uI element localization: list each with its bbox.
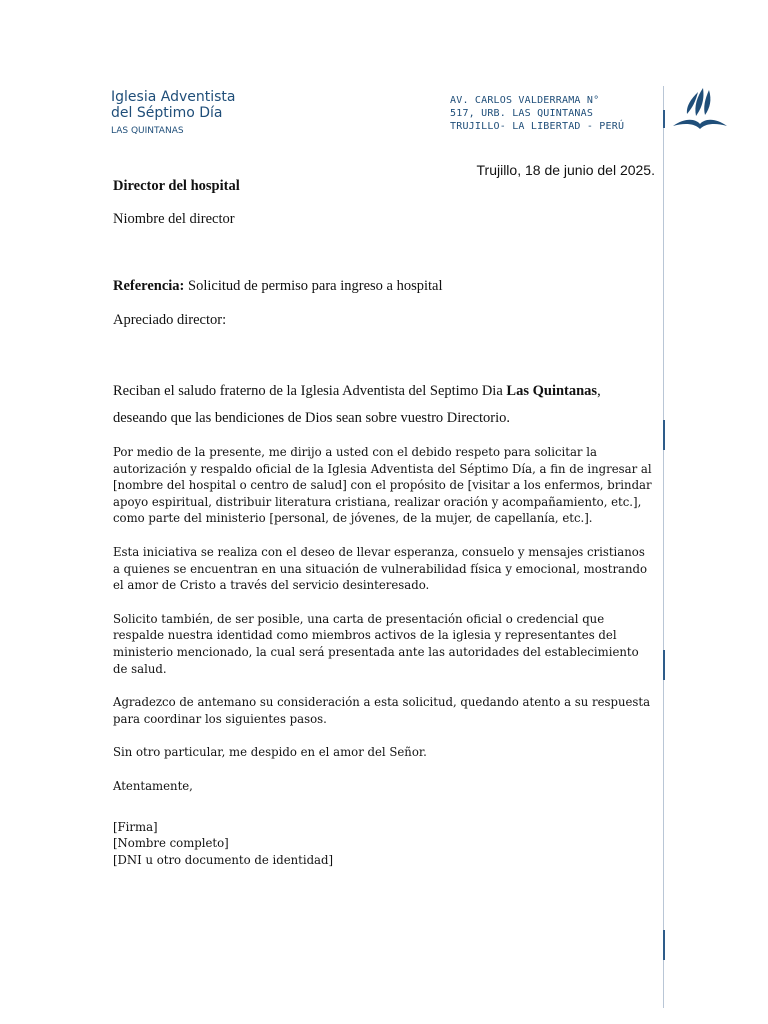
greeting: Apreciado director: — [113, 312, 227, 328]
reference-text: Solicitud de permiso para ingreso a hospital — [184, 278, 443, 294]
margin-line — [663, 86, 664, 1008]
margin-mark — [663, 110, 665, 128]
adventist-flame-book-icon — [668, 82, 728, 132]
address-block — [450, 94, 624, 133]
closing-line: Sin otro particular, me despido en el amor del Señor. — [113, 745, 427, 760]
signature-line: [Nombre completo] — [113, 836, 229, 851]
reference-label: Referencia: — [113, 278, 185, 294]
body-paragraph: Agradezco de antemano su consideración a esta solicitud, quedando atento a su respuesta para coordinar los siguientes pasos. — [113, 695, 651, 726]
closing-word: Atentamente, — [113, 778, 193, 793]
church-name-line2: del Séptimo Día — [111, 105, 223, 121]
salute-text-end: , deseando que las bendiciones de Dios sean sobre vuestro Directorio. — [113, 383, 601, 426]
address-line: AV. CARLOS VALDERRAMA N° — [450, 95, 600, 106]
margin-mark — [663, 420, 665, 450]
body-paragraph: Esta iniciativa se realiza con el deseo de llevar esperanza, consuelo y mensajes cristianos a quienes se encuentran en una situación de vulnerabilidad física y emocional, mostrando el amor de Cristo a través del servicio desinteresado. — [113, 544, 648, 593]
letter-body — [113, 444, 653, 868]
recipient-title: Director del hospital — [113, 178, 240, 194]
congregation-name: Las Quintanas — [506, 383, 598, 399]
address-line: 517, URB. LAS QUINTANAS — [450, 108, 594, 119]
body-paragraph: Solicito también, de ser posible, una carta de presentación oficial o credencial que respalde nuestra identidad como miembros activos de la iglesia y representantes del ministerio mencionado, la cual será presentada ante las autoridades del establecimiento de salud. — [113, 611, 639, 676]
margin-mark — [663, 650, 665, 680]
church-name-block — [111, 89, 235, 137]
signature-block — [113, 819, 653, 869]
margin-mark — [663, 930, 665, 960]
salute-text: Reciban el saludo fraterno de la Iglesia Adventista del Septimo Dia — [113, 383, 507, 399]
church-name-line3: LAS QUINTANAS — [111, 126, 184, 136]
signature-line: [Firma] — [113, 819, 158, 834]
recipient-name: Niombre del director — [113, 211, 235, 227]
opening-salute — [113, 378, 653, 432]
church-name-line1: Iglesia Adventista — [111, 89, 236, 105]
address-line: TRUJILLO- LA LIBERTAD - PERÚ — [450, 121, 625, 132]
signature-line: [DNI u otro documento de identidad] — [113, 852, 334, 867]
letter-date: Trujillo, 18 de junio del 2025. — [476, 162, 655, 178]
reference-line — [113, 278, 443, 295]
body-paragraph: Por medio de la presente, me dirijo a usted con el debido respeto para solicitar la autorización y respaldo oficial de la Iglesia Adventista del Séptimo Día, a fin de ingresar al [nombre del hospital o centro de salud] con el propósito de [visitar a los enfermos, brindar apoyo espiritual, distribuir literatura cristiana, realizar oración y acompañamiento, etc.], como parte del ministerio [personal, de jóvenes, de la mujer, de capellanía, etc.]. — [113, 445, 652, 526]
